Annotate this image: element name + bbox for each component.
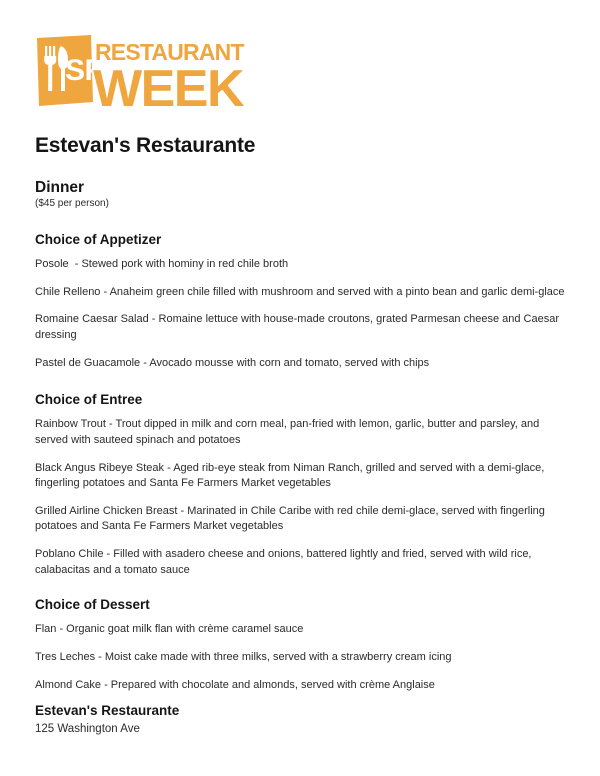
menu-item: Tres Leches - Moist cake made with three milks, served with a strawberry cream icing: [35, 651, 452, 663]
course-item-list: [35, 257, 570, 371]
course-item-list: [35, 417, 570, 578]
menu-item: Pastel de Guacamole - Avocado mousse with corn and tomato, served with chips: [35, 356, 430, 369]
meal-price-note: ($45 per person): [35, 197, 109, 209]
meal-heading: Dinner: [35, 179, 85, 197]
course-heading: Choice of Entree: [35, 392, 143, 408]
course-section-dessert: [35, 597, 570, 693]
course-section-appetizer: [35, 232, 570, 371]
menu-footer: [35, 703, 570, 737]
menu-item: Poblano Chile - Filled with asadero cheese and onions, battered lightly and fried, served with wild rice, calabacitas and a tomato sauce: [35, 547, 535, 576]
course-section-entree: [35, 392, 570, 578]
footer-address: 125 Washington Ave: [35, 723, 140, 736]
menu-item: Romaine Caesar Salad - Romaine lettuce with house-made croutons, grated Parmesan cheese and Caesar dressing: [35, 313, 563, 341]
footer-restaurant-name: Estevan's Restaurante: [35, 703, 180, 718]
menu-item: Posole - Stewed pork with hominy in red chile broth: [35, 258, 289, 271]
page-title: Estevan's Restaurante: [35, 134, 256, 157]
logo-line-week: WEEK: [93, 60, 243, 114]
course-heading: Choice of Appetizer: [35, 231, 162, 247]
menu-item: Flan - Organic goat milk flan with crème caramel sauce: [35, 623, 304, 636]
logo-line-restaurant: RESTAURANT: [95, 39, 244, 65]
menu-item: Black Angus Ribeye Steak - Aged rib-eye steak from Niman Ranch, grilled and served with a demi-glace, fingerling potatoes and Santa Fe Farmers Market vegetables: [35, 461, 548, 490]
menu-item: Grilled Airline Chicken Breast - Marinated in Chile Caribe with red chile demi-glace, served with fingerling potatoes and Santa Fe Farmers Market vegetables: [35, 504, 548, 533]
menu-item: Almond Cake - Prepared with chocolate and almonds, served with crème Anglaise: [35, 678, 435, 691]
sf-restaurant-week-logo: [35, 34, 255, 114]
course-heading: Choice of Dessert: [35, 597, 150, 613]
menu-item: Rainbow Trout - Trout dipped in milk and corn meal, pan-fried with lemon, garlic, butter and parsley, and served with sauteed spinach and potatoes: [35, 418, 543, 446]
logo-badge-text: SF: [65, 54, 103, 87]
course-item-list: [35, 622, 570, 693]
menu-item: Chile Relleno - Anaheim green chile filled with mushroom and served with a pinto bean and garlic demi-glace: [35, 285, 565, 298]
menu-content: [35, 134, 570, 693]
